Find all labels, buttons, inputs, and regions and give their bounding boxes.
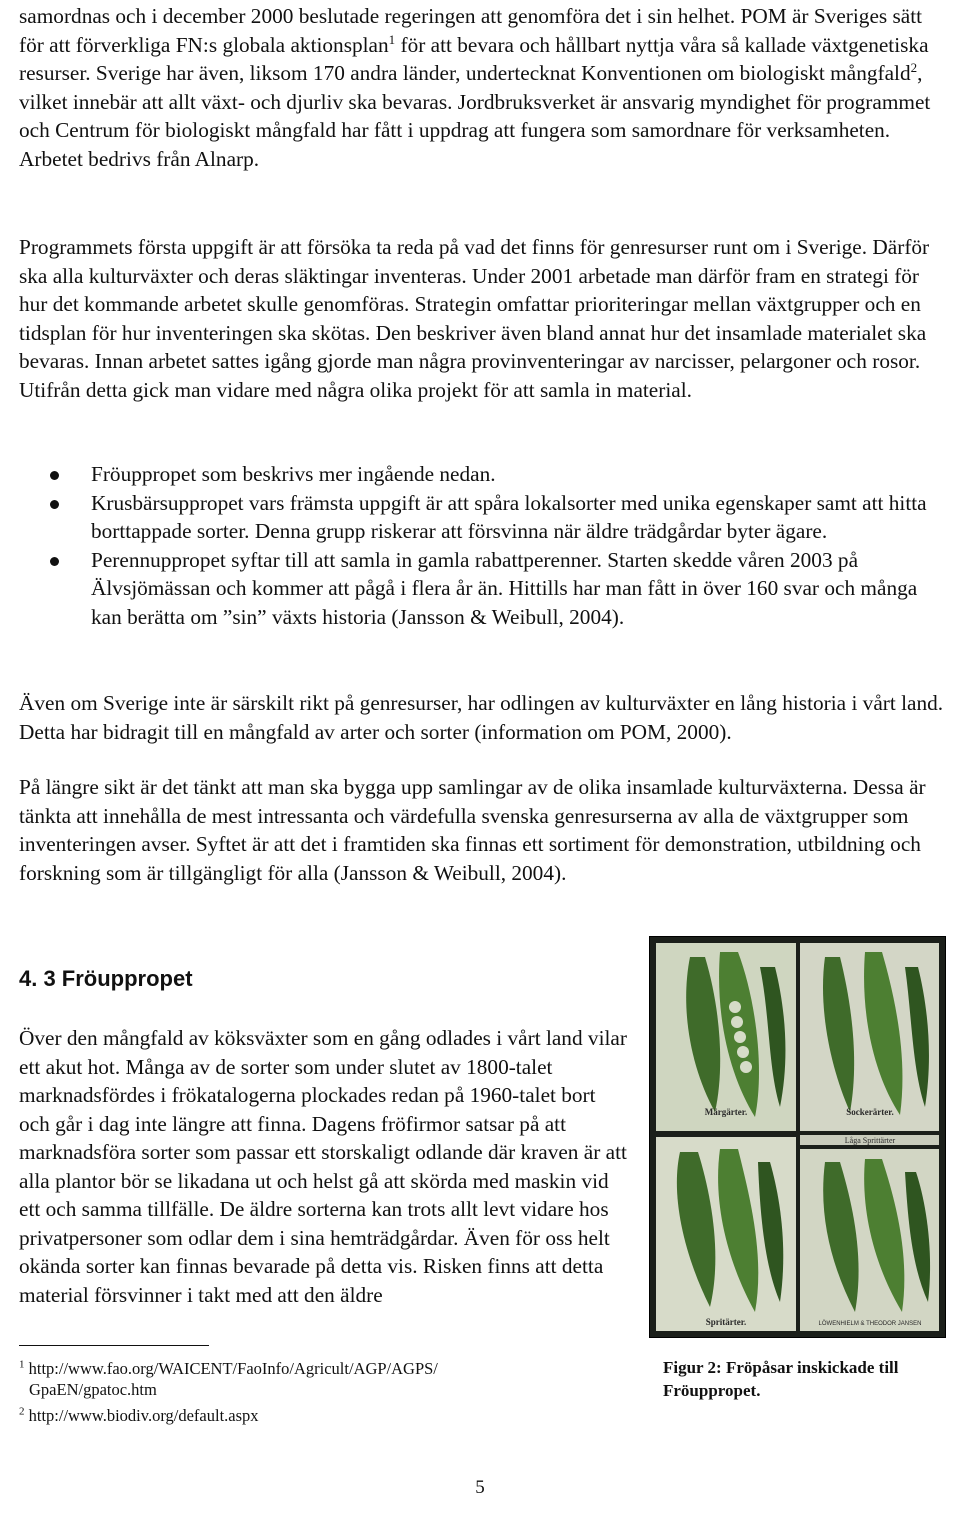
footnote-link[interactable]: http://www.biodiv.org/default.aspx [24,1406,259,1425]
footnote-ref-1[interactable]: 1 [388,31,396,47]
paragraph-frouppropet: Över den mångfald av köksväxter som en gång odlades i vårt land vilar ett akut hot. Många av de sorter som under slutet av 1800-talet marknadsfördes i frökatalogerna plockades redan på 1960-talet bort och går i dag inte längre att finna. Dagens fröfirmor satsar på att marknadsföra sorter som passar ett storskaligt odlande där kraven är att alla plantor bör se likadana ut och helst gå att skörda med maskin vid ett och samma tillfälle. De äldre sorterna kan trots allt levt vidare hos privatpersoner som odlar dem i sina hemträdgårdar. Även för oss helt okända sorter kan finnas bevarade på detta vis. Risken finns att detta material försvinner i takt med att den äldre [19,1026,627,1307]
packet-label: Märgärter. [704,1107,748,1117]
pea-pods-illustration [650,937,945,1337]
bullet-icon [50,557,59,566]
footnote-link-continued[interactable]: GpaEN/gpatoc.htm [29,1380,157,1399]
paragraph-text: för att bevara och hållbart nyttja våra så kallade växtgenetiska resurser. Sverige har även, liksom 170 andra länder, undertecknat Konventionen om biologiskt mångfald [19,32,929,85]
paragraph-text: , vilket innebär att allt växt- och djurliv ska bevaras. Jordbruksverket är ansvarig myndighet för programmet och Centrum för biologiskt mångfald har fått i uppdrag att fungera som samordnare för verksamheten. Arbetet bedrivs från Alnarp. [19,61,931,171]
footnote-number: 1 [19,1358,25,1371]
paragraph-text: samordnas och i december 2000 beslutade regeringen att genomföra det i sin helhet. POM är Sveriges sätt för att förverkliga FN:s globala aktionsplan [19,4,923,57]
paragraph-history: Även om Sverige inte är särskilt rikt på genresurser, har odlingen av kulturväxter en lång historia i vårt land. Detta har bidragit till en mångfald av arter och sorter (information om POM, 2000). [19,691,944,744]
figure-caption: Figur 2: Fröpåsar inskickade till Fröuppropet. [663,1358,899,1400]
bullet-icon [50,471,59,480]
bullet-list [40,460,940,631]
footnote-1 [19,1358,619,1400]
packet-label: LÖWENHIELM & THEODOR JANSEN [818,1321,922,1327]
packet-label: Sockerärter. [846,1107,894,1117]
packet-label: Spritärter. [705,1317,747,1327]
bullet-item [40,489,940,546]
footnote-2 [19,1405,619,1426]
footnote-link[interactable]: http://www.fao.org/WAICENT/FaoInfo/Agricult/AGP/AGPS/ [24,1359,438,1378]
footnote-ref-2[interactable]: 2 [910,59,918,75]
packet-label: Låga Sprittärter [844,1136,896,1145]
paragraph-programme: Programmets första uppgift är att försöka ta reda på vad det finns för genresurser runt om i Sverige. Därför ska alla kulturväxter och deras släktingar inventeras. Under 2001 arbetade man därför fram en strategi för hur det kommande arbetet skulle genomföras. Strategin omfattar prioriteringar mellan växtgrupper och en tidsplan för hur inventeringen ska skötas. Den beskriver även bland annat hur det insamlade materialet ska bevaras. Innan arbetet sattes igång gjorde man några provinventeringar av narcisser, pelargoner och rosor. Utifrån detta gick man vidare med några olika projekt för att samla in material. [19,235,930,402]
section-heading: 4. 3 Fröuppropet [19,966,193,991]
bullet-item [40,546,940,632]
paragraph-pom [19,2,944,173]
bullet-text: Perennuppropet syftar till att samla in gamla rabattperenner. Starten skedde våren 2003 på Älvsjömässan och kommer att pågå i flera år än. Hittills har man fått in över 160 svar och många kan berätta om ”sin” växts historia (Jansson & Weibull, 2004). [91,547,918,629]
page-number: 5 [475,1477,485,1498]
bullet-icon [50,500,59,509]
bullet-text: Fröuppropet som beskrivs mer ingående nedan. [91,462,496,486]
bullet-item [40,460,940,489]
footnote-number: 2 [19,1405,25,1418]
bullet-text: Krusbärsuppropet vars främsta uppgift är att spåra lokalsorter med unika egenskaper samt att hitta borttappade sorter. Denna grupp riskerar att försvinna när äldre trädgårdar byter ägare. [91,490,927,543]
seed-packets-figure [649,936,946,1338]
paragraph-collections: På längre sikt är det tänkt att man ska bygga upp samlingar av de olika insamlade kulturväxterna. Dessa är tänkta att innehålla de mest intressanta och värdefulla svenska genresurserna av alla de växtgrupper som inventeringen avser. Syftet är att det i framtiden ska finnas ett sortiment för demonstration, utbildning och forskning som är tillgängligt för alla (Jansson & Weibull, 2004). [19,775,926,885]
footnote-separator [19,1345,209,1346]
